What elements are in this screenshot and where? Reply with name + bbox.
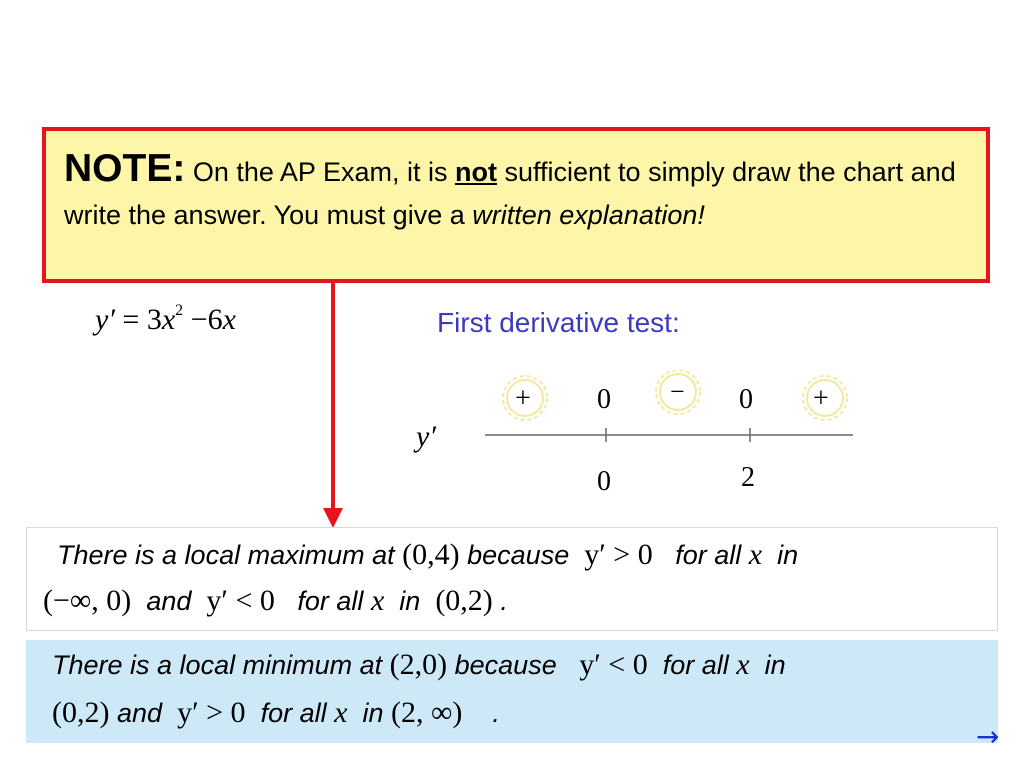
max-line-1 [57,538,798,572]
red-arrow-shaft [331,283,335,511]
max-interval-1: (−∞, 0) [43,584,132,617]
note-text [64,147,979,237]
max-text-in: in [777,540,799,570]
min-condition-2: y′ > 0 [177,696,246,729]
max-condition-2: y′ < 0 [206,584,275,617]
sign-chart [410,370,870,500]
min-interval-2: (2, ∞) [391,696,463,729]
sign-minus: − [670,377,685,406]
sign-zero-right: 0 [739,384,753,415]
eq-var2: x [222,303,236,336]
min-line-2 [52,696,500,730]
max-condition-1: y′ > 0 [584,538,653,571]
min-text-forall: for all [662,650,729,680]
note-bold-word: not [454,157,497,187]
max-line-2 [43,584,508,618]
sign-plus-left: + [515,383,531,414]
note-label: NOTE: [64,147,186,190]
derivative-equation [95,302,236,337]
min-text-and: and [117,698,163,728]
critical-point-0: 0 [597,466,611,497]
max-text-forall-2: for all [297,586,364,616]
sign-zero-left: 0 [597,384,611,415]
local-minimum-statement [26,640,998,743]
min-point: (2,0) [389,648,448,681]
red-arrow-head [323,508,343,528]
critical-point-2: 2 [741,462,755,493]
max-period: . [500,586,508,616]
next-slide-arrow-icon[interactable]: → [976,720,1000,753]
min-interval-1: (0,2) [52,696,110,729]
min-condition-1: y′ < 0 [579,648,648,681]
max-x-2: x [370,584,385,617]
min-text-1: There is a local minimum at [52,650,383,680]
eq-minus: − [190,303,208,336]
local-maximum-statement [26,527,998,631]
first-derivative-test-title: First derivative test: [437,307,680,338]
sign-chart-y-label: y′ [416,420,436,453]
eq-coef2: 6 [207,303,223,336]
min-text-in: in [764,650,786,680]
sign-plus-right: + [813,383,829,414]
eq-coef1: 3 [146,303,162,336]
eq-var1: x [161,303,176,336]
max-text-in-2: in [399,586,421,616]
eq-exponent: 2 [175,302,184,319]
max-x: x [748,538,763,571]
note-text-1: On the AP Exam, it is [192,157,448,187]
max-text-because: because [467,540,570,570]
min-x: x [736,648,750,681]
max-text-and: and [146,586,192,616]
min-text-because: because [454,650,557,680]
max-interval-2: (0,2) [435,584,493,617]
note-box [42,127,990,283]
min-text-in-2: in [362,698,384,728]
note-text-2: sufficient to simply draw the chart and write the answer. You must give a [64,157,956,230]
note-italic-text: written explanation! [472,200,705,230]
eq-lhs: y′ [95,303,115,336]
max-text-1: There is a local maximum at [57,540,395,570]
min-line-1 [52,648,786,682]
max-text-forall: for all [675,540,742,570]
min-period: . [492,698,500,728]
min-text-forall-2: for all [260,698,327,728]
min-x-2: x [334,696,348,729]
max-point: (0,4) [402,538,460,571]
eq-equals: = [122,303,140,336]
